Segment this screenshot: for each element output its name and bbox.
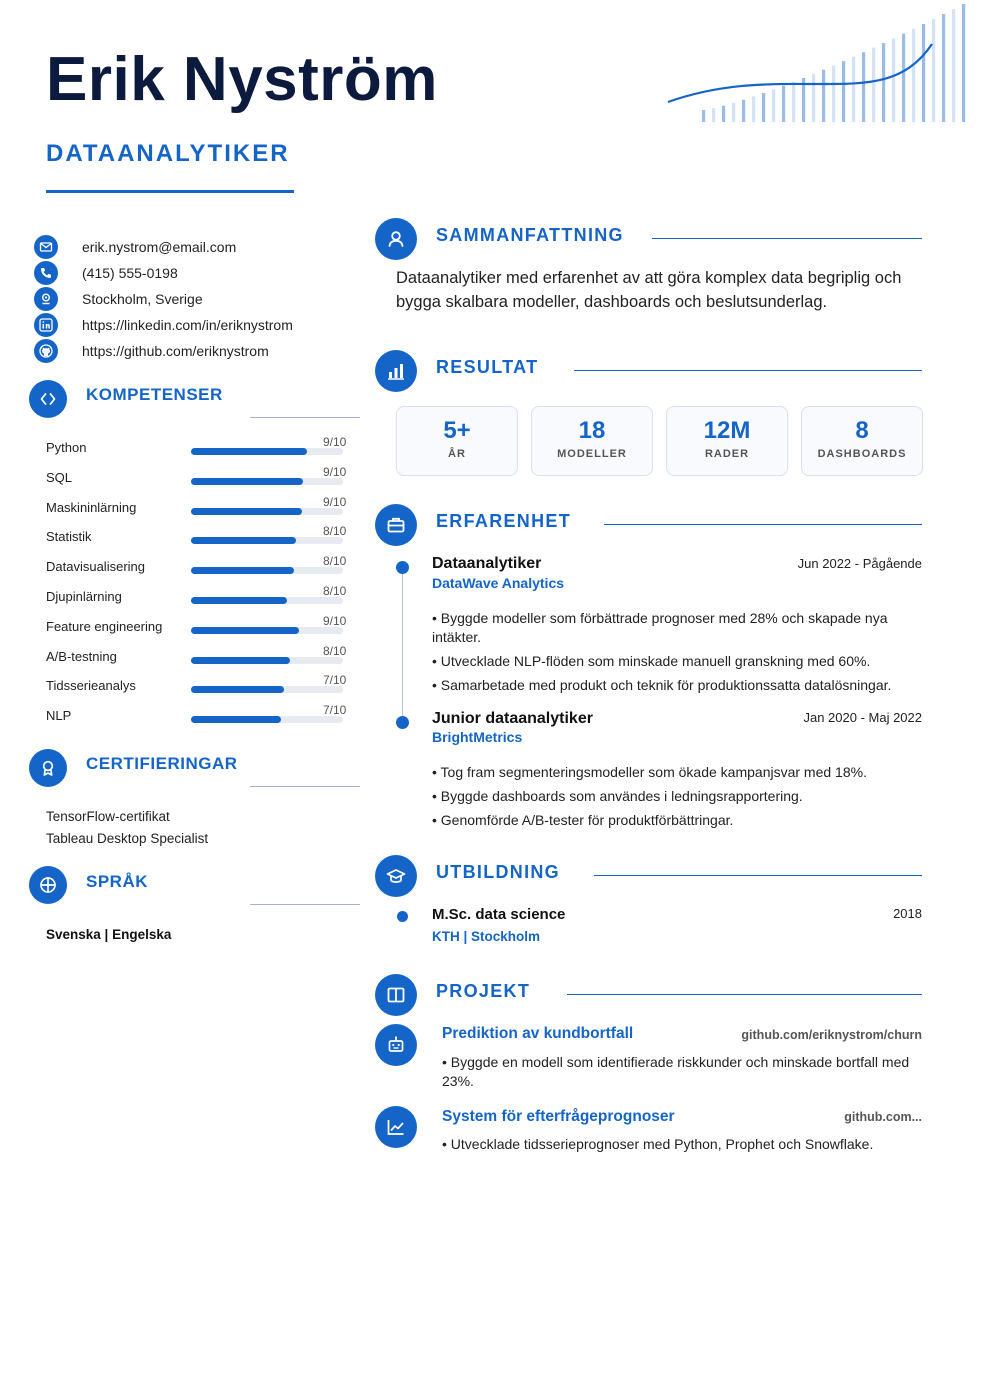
certifications-heading-rule [250,786,360,787]
skill-score: 8/10 [323,584,347,598]
globe-icon [29,866,67,904]
decoration-bar [732,103,735,122]
title-underline [46,190,294,193]
skill-name: Tidsserieanalys [46,678,136,694]
skill-bar-track [191,567,343,574]
skill-bar-track [191,716,343,723]
skill-bar-track [191,508,343,515]
project-link[interactable]: github.com/eriknystrom/churn [741,1028,922,1042]
job-bullet: • Genomförde A/B-tester för produktförbättringar. [432,812,734,828]
decoration-bar [742,100,745,122]
skill-name: Djupinlärning [46,589,122,604]
email-icon [34,235,58,259]
job-date: Jun 2022 - Pågående [797,556,922,571]
certifications-heading: CERTIFIERINGAR [86,754,238,773]
stat-label: ÅR [448,448,466,460]
stat-card [531,406,653,476]
languages-text: Svenska | Engelska [46,927,172,942]
decoration-bar [792,82,795,122]
summary-heading: SAMMANFATTNING [436,225,624,245]
contact-github-text: https://github.com/eriknystrom [82,343,269,359]
skill-score: 9/10 [323,435,347,449]
project-bullet: • Byggde en modell som identifierade riskkunder och minskade bortfall med 23%. [442,1054,910,1089]
decoration-bar [912,29,915,122]
skill-row [46,554,360,579]
skill-score: 8/10 [323,643,347,658]
job-bullet: • Utvecklade NLP-flöden som minskade manuell granskning med 60%. [432,653,871,669]
timeline-dot [396,716,409,729]
bar-chart-icon [375,350,417,392]
skill-row [46,464,360,490]
candidate-name: Erik Nyström [46,45,438,114]
contact-linkedin[interactable] [34,313,364,337]
skill-row [46,524,360,549]
project-title: System för efterfrågeprognoser [442,1108,675,1125]
summary-heading-rule [652,238,922,239]
job-bullet: • Samarbetade med produkt och teknik för produktionssatta datalösningar. [432,677,892,693]
skill-bar-fill [191,478,303,485]
projects-heading-rule [567,994,922,995]
contact-email-text: erik.nystrom@email.com [82,239,237,255]
skill-bar-track [191,627,343,634]
contact-linkedin-text: https://linkedin.com/in/eriknystrom [82,317,293,333]
linkedin-icon [34,313,58,337]
skill-row [46,673,360,698]
skill-score: 7/10 [323,673,347,688]
decoration-bar [782,86,785,122]
decoration-bar [812,74,815,122]
robot-icon [375,1024,417,1066]
certificate-icon [29,749,67,787]
stat-card [666,406,788,476]
decoration-bar [842,61,845,122]
decoration-bar [892,38,895,122]
job-bullet: • Byggde modeller som förbättrade prognoser med 28% och skapade nya intäkter. [432,610,888,645]
decoration-bar [722,106,725,122]
code-icon [29,380,67,418]
stat-value: 12M [703,417,751,444]
job-bullet: • Tog fram segmenteringsmodeller som ökade kampanjsvar med 18%. [432,764,867,780]
skill-name: SQL [46,469,73,485]
stat-card [801,406,923,476]
skill-bar-fill [191,508,302,515]
job-title: Dataanalytiker [432,555,542,572]
decoration-bar [952,9,955,122]
skill-bar-fill [191,716,281,723]
education-school: KTH | Stockholm [432,929,541,944]
decoration-bar [902,34,905,122]
job-bullet: • Byggde dashboards som användes i ledningsrapportering. [432,788,803,804]
skill-score: 8/10 [323,554,347,569]
job-company: BrightMetrics [432,729,523,745]
skill-bar-fill [191,537,296,544]
skill-bar-fill [191,686,284,693]
contact-location-text: Stockholm, Sverige [82,291,203,307]
skill-bar-track [191,478,343,485]
education-dot [397,911,408,922]
experience-heading: ERFARENHET [436,511,572,531]
skill-name: Datavisualisering [46,559,145,575]
results-heading-rule [574,370,922,371]
skill-bar-track [191,448,343,455]
location-icon [34,287,58,311]
skill-score: 9/10 [323,464,347,479]
skill-bar-fill [191,597,287,604]
education-heading-rule [594,875,922,876]
github-icon [34,339,58,363]
skill-bar-fill [191,567,294,574]
project-bullet: • Utvecklade tidsserieprognoser med Python, Prophet och Snowflake. [442,1136,874,1152]
skill-row [46,494,360,520]
contact-phone-text: (415) 555-0198 [82,265,178,281]
skill-score: 7/10 [323,703,347,718]
decoration-bar [832,65,835,122]
briefcase-icon [375,504,417,546]
skill-bar-fill [191,627,299,634]
job-company: DataWave Analytics [432,575,565,591]
graduation-cap-icon [375,855,417,897]
skill-row [46,643,360,669]
decoration-bar [752,97,755,122]
stat-label: RADER [704,448,750,460]
decoration-bar [772,89,775,122]
skills-heading-rule [250,417,360,418]
skill-name: Maskininlärning [46,499,137,515]
stat-value: 8 [855,417,869,444]
decoration-bar [822,70,825,122]
skill-bar-fill [191,448,307,455]
skill-bar-track [191,537,343,544]
contact-email[interactable] [34,235,364,259]
decoration-bar [882,43,885,122]
languages-heading-rule [250,904,360,905]
skill-bar-track [191,657,343,664]
decoration-bar [932,19,935,122]
project-title: Prediktion av kundbortfall [442,1025,634,1042]
contact-location [34,287,364,311]
projects-heading: PROJEKT [436,981,531,1001]
decoration-bar [962,4,965,122]
skill-name: NLP [46,708,72,724]
experience-heading-rule [604,524,922,525]
decoration-bar [712,108,715,122]
stat-card [396,406,518,476]
skill-name: A/B-testning [46,648,117,664]
stat-label: DASHBOARDS [817,448,907,460]
phone-icon [34,261,58,285]
stat-value: 5+ [443,417,471,444]
skill-score: 9/10 [323,494,347,509]
skill-row [46,435,360,460]
certification-item: Tableau Desktop Specialist [46,831,209,846]
decoration-bar [942,14,945,122]
skill-row [46,584,360,609]
decoration-bar [702,110,705,122]
contact-phone[interactable] [34,261,364,285]
skill-score: 9/10 [323,613,347,628]
stat-value: 18 [578,417,606,444]
stat-label: MODELLER [557,448,627,460]
skill-bar-track [191,597,343,604]
skill-row [46,703,360,728]
person-icon [375,218,417,260]
book-icon [375,974,417,1016]
decoration-bar [922,24,925,122]
contact-github[interactable] [34,339,364,363]
skill-name: Feature engineering [46,618,163,634]
skill-bar-fill [191,657,290,664]
skill-bar-track [191,686,343,693]
project-link[interactable]: github.com... [844,1110,922,1124]
decoration-bar [762,93,765,122]
skills-heading: KOMPETENSER [86,385,223,404]
results-heading: RESULTAT [436,357,539,377]
decoration-bar [872,48,875,122]
timeline-dot [396,561,409,574]
education-degree: M.Sc. data science [432,906,566,923]
decoration-bar [852,57,855,122]
education-year: 2018 [893,906,922,921]
job-date: Jan 2020 - Maj 2022 [803,710,922,725]
header-decoration [664,4,980,128]
skill-name: Statistik [46,529,92,545]
job-title: Junior dataanalytiker [432,710,593,727]
certification-item: TensorFlow-certifikat [46,809,170,824]
chart-line-icon [375,1106,417,1148]
summary-text: Dataanalytiker med erfarenhet av att göra komplex data begriplig och bygga skalbara modeller, dashboards och beslutsunderlag. [396,269,902,311]
education-heading: UTBILDNING [436,862,560,882]
skill-score: 8/10 [323,524,347,539]
job-title-heading: DATAANALYTIKER [46,140,290,167]
decoration-bar [862,52,865,122]
languages-heading: SPRÅK [86,872,149,891]
skill-row [46,613,360,639]
skill-name: Python [46,440,87,455]
timeline-line [402,574,404,722]
